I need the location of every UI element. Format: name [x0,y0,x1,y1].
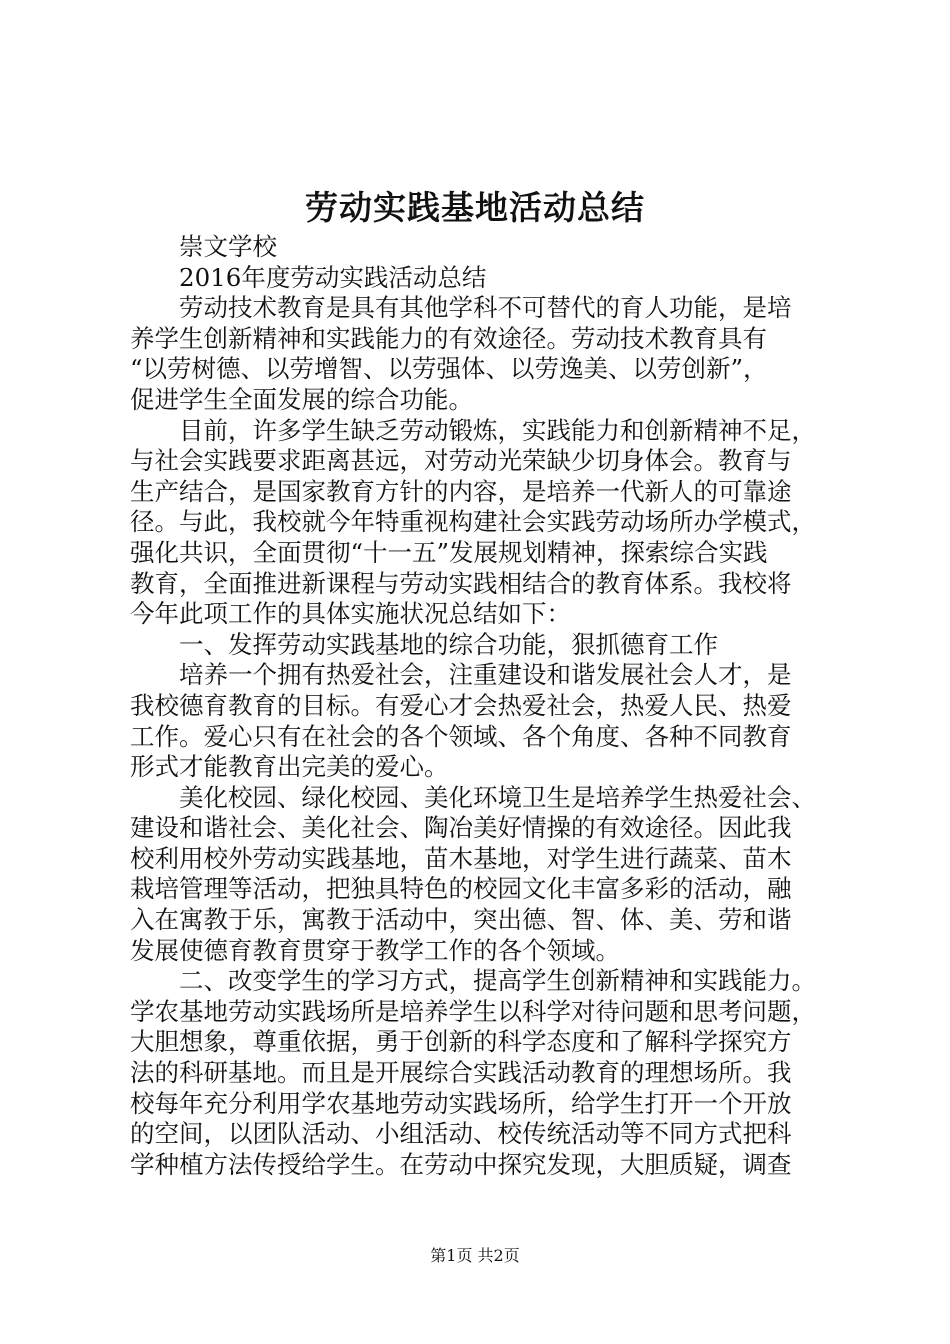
text-line: 培养一个拥有热爱社会，注重建设和谐发展社会人才，是 [179,660,792,690]
text-line: 校每年充分利用学农基地劳动实践场所，给学生打开一个开放 [130,1088,792,1118]
text-line: 促进学生全面发展的综合功能。 [130,384,473,414]
text-line: 学农基地劳动实践场所是培养学生以科学对待问题和思考问题， [130,996,816,1026]
text-line: 与社会实践要求距离甚远，对劳动光荣缺少切身体会。教育与 [130,446,792,476]
text-line: 建设和谐社会、美化社会、陶冶美好情操的有效途径。因此我 [130,813,792,843]
document-body [130,232,842,1180]
text-line: 法的科研基地。而且是开展综合实践活动教育的理想场所。我 [130,1058,792,1088]
text-line: 2016年度劳动实践活动总结 [179,262,487,292]
text-line: 今年此项工作的具体实施状况总结如下： [130,599,571,629]
text-line: 二、改变学生的学习方式，提高学生创新精神和实践能力。 [179,966,816,996]
text-line: 入在寓教于乐，寓教于活动中，突出德、智、体、美、劳和谐 [130,905,792,935]
text-line: 一、发挥劳动实践基地的综合功能，狠抓德育工作 [179,629,718,659]
text-line: “以劳树德、以劳增智、以劳强体、以劳逸美、以劳创新”， [130,354,768,384]
text-line: 美化校园、绿化校园、美化环境卫生是培养学生热爱社会、 [179,782,816,812]
text-line: 教育，全面推进新课程与劳动实践相结合的教育体系。我校将 [130,568,792,598]
text-line: 我校德育教育的目标。有爱心才会热爱社会，热爱人民、热爱 [130,690,792,720]
text-line: 崇文学校 [179,232,277,261]
text-line: 发展使德育教育贯穿于教学工作的各个领域。 [130,935,620,965]
text-line: 形式才能教育出完美的爱心。 [130,752,449,782]
text-line: 校利用校外劳动实践基地，苗木基地，对学生进行蔬菜、苗木 [130,843,792,873]
text-line: 生产结合，是国家教育方针的内容，是培养一代新人的可靠途 [130,476,792,506]
text-line: 学种植方法传授给学生。在劳动中探究发现，大胆质疑，调查 [130,1149,792,1179]
text-line: 养学生创新精神和实践能力的有效途径。劳动技术教育具有 [130,323,767,353]
text-line: 栽培管理等活动，把独具特色的校园文化丰富多彩的活动，融 [130,874,792,904]
document-title: 劳动实践基地活动总结 [305,188,645,227]
page-footer: 第1页 共2页 [430,1246,520,1265]
text-line: 径。与此，我校就今年特重视构建社会实践劳动场所办学模式， [130,507,816,537]
text-line: 目前，许多学生缺乏劳动锻炼，实践能力和创新精神不足， [179,415,816,445]
text-line: 的空间，以团队活动、小组活动、校传统活动等不同方式把科 [130,1119,792,1149]
text-line: 强化共识，全面贯彻“十一五”发展规划精神，探索综合实践 [130,537,768,567]
text-line: 工作。爱心只有在社会的各个领域、各个角度、各种不同教育 [130,721,792,751]
text-line: 劳动技术教育是具有其他学科不可替代的育人功能，是培 [179,293,792,323]
text-line: 大胆想象，尊重依据，勇于创新的科学态度和了解科学探究方 [130,1027,792,1057]
